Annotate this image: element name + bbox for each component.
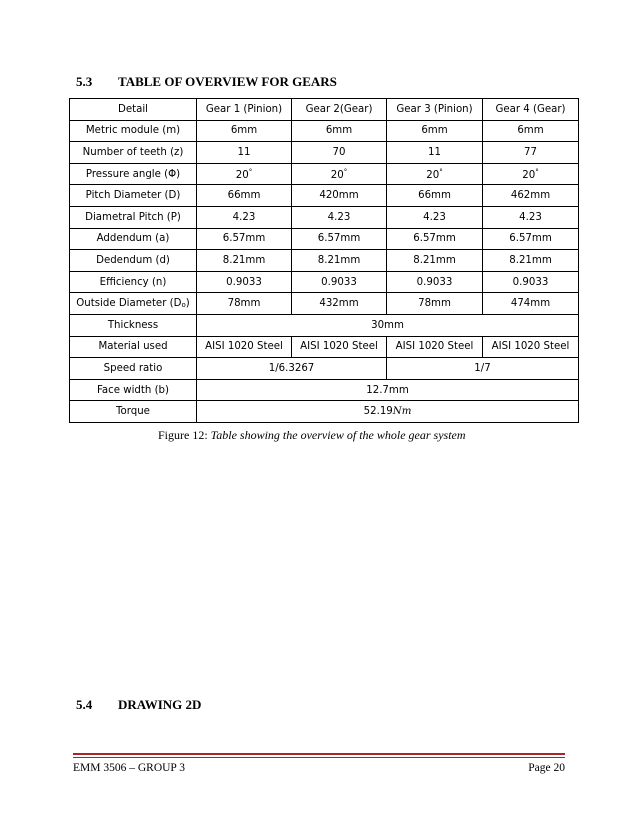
table-cell: 0.9033 [197, 271, 292, 293]
table-cell: 66mm [387, 185, 483, 207]
row-label [70, 163, 197, 185]
angle-value: 20 [235, 169, 249, 181]
row-label: Material used [70, 336, 197, 358]
table-row-torque [70, 401, 579, 423]
table-row-teeth [70, 142, 579, 164]
header-cell: Gear 2(Gear) [292, 99, 387, 121]
table-cell [483, 163, 579, 185]
table-cell: 0.9033 [292, 271, 387, 293]
section-number: 5.4 [76, 697, 93, 712]
table-cell-merged [197, 401, 579, 423]
table-row-addendum [70, 228, 579, 250]
table-row-material [70, 336, 579, 358]
table-cell: AISI 1020 Steel [387, 336, 483, 358]
table-cell: AISI 1020 Steel [292, 336, 387, 358]
section-number: 5.3 [76, 74, 93, 89]
table-cell: 0.9033 [387, 271, 483, 293]
table-cell: AISI 1020 Steel [197, 336, 292, 358]
row-label: Face width (b) [70, 379, 197, 401]
table-row-speed-ratio [70, 358, 579, 380]
table-cell: 6mm [292, 120, 387, 142]
torque-value: 52.19 [363, 406, 393, 418]
torque-unit: Nm [392, 406, 412, 418]
table-cell: 462mm [483, 185, 579, 207]
row-label: Speed ratio [70, 358, 197, 380]
table-cell: 78mm [387, 293, 483, 315]
row-label: Torque [70, 401, 197, 423]
row-label: Dedendum (d) [70, 250, 197, 272]
table-cell: 0.9033 [483, 271, 579, 293]
table-row-dedendum [70, 250, 579, 272]
section-heading-5-3 [76, 74, 337, 90]
degree-symbol: ° [248, 167, 253, 176]
table-cell: 420mm [292, 185, 387, 207]
row-label-prefix: Outside Diameter (D [76, 298, 182, 310]
table-cell: 6.57mm [292, 228, 387, 250]
table-cell: 8.21mm [292, 250, 387, 272]
caption-prefix: Figure 12: [158, 428, 211, 442]
row-label: Addendum (a) [70, 228, 197, 250]
header-cell: Detail [70, 99, 197, 121]
table-cell-merged: 12.7mm [197, 379, 579, 401]
footer-page-number: Page 20 [528, 762, 565, 774]
row-label-subscript: o [181, 301, 186, 310]
row-label: Pitch Diameter (D) [70, 185, 197, 207]
table-cell: 6mm [197, 120, 292, 142]
degree-symbol: ° [343, 167, 348, 176]
table-cell: 4.23 [483, 206, 579, 228]
table-cell: 11 [387, 142, 483, 164]
header-cell: Gear 1 (Pinion) [197, 99, 292, 121]
degree-symbol: ° [439, 167, 443, 176]
table-cell: 6.57mm [387, 228, 483, 250]
phi-symbol: Φ [168, 168, 177, 180]
footer-course-label: EMM 3506 – GROUP 3 [73, 762, 186, 774]
table-cell: AISI 1020 Steel [483, 336, 579, 358]
row-label: Diametral Pitch (P) [70, 206, 197, 228]
table-cell [292, 163, 387, 185]
row-label: Efficiency (n) [70, 271, 197, 293]
table-header-row [70, 99, 579, 121]
section-title: DRAWING 2D [118, 697, 202, 712]
section-title: TABLE OF OVERVIEW FOR GEARS [118, 74, 337, 89]
table-row-efficiency [70, 271, 579, 293]
table-cell: 11 [197, 142, 292, 164]
table-cell-merged: 1/7 [387, 358, 579, 380]
table-cell: 6mm [387, 120, 483, 142]
row-label: Thickness [70, 314, 197, 336]
table-cell: 70 [292, 142, 387, 164]
table-cell: 77 [483, 142, 579, 164]
table-cell [387, 163, 483, 185]
table-cell [197, 163, 292, 185]
angle-value: 20 [522, 169, 536, 181]
table-cell: 6.57mm [483, 228, 579, 250]
footer-divider [73, 753, 565, 755]
row-label: Metric module (m) [70, 120, 197, 142]
angle-value: 20 [426, 169, 440, 181]
footer-divider-thin [73, 757, 565, 758]
row-label: Number of teeth (z) [70, 142, 197, 164]
table-row-diametral-pitch [70, 206, 579, 228]
table-cell: 66mm [197, 185, 292, 207]
gear-overview-table [69, 98, 579, 423]
table-cell: 432mm [292, 293, 387, 315]
table-row-face-width [70, 379, 579, 401]
table-row-pitch-diameter [70, 185, 579, 207]
table-cell-merged: 30mm [197, 314, 579, 336]
table-row-metric-module [70, 120, 579, 142]
table-cell: 4.23 [387, 206, 483, 228]
table-cell: 78mm [197, 293, 292, 315]
row-label-suffix: ) [176, 168, 181, 180]
table-cell: 8.21mm [387, 250, 483, 272]
table-row-pressure-angle [70, 163, 579, 185]
section-heading-5-4 [76, 697, 201, 713]
table-cell: 4.23 [292, 206, 387, 228]
figure-caption [158, 428, 466, 443]
table-cell-merged: 1/6.3267 [197, 358, 387, 380]
angle-value: 20 [330, 169, 344, 181]
row-label-suffix: ) [185, 298, 190, 310]
table-cell: 474mm [483, 293, 579, 315]
header-cell: Gear 3 (Pinion) [387, 99, 483, 121]
row-label [70, 293, 197, 315]
table-cell: 4.23 [197, 206, 292, 228]
caption-text: Table showing the overview of the whole gear system [210, 428, 466, 442]
table-cell: 8.21mm [197, 250, 292, 272]
table-row-thickness [70, 314, 579, 336]
header-cell: Gear 4 (Gear) [483, 99, 579, 121]
table-cell: 8.21mm [483, 250, 579, 272]
table-cell: 6.57mm [197, 228, 292, 250]
degree-symbol: ° [535, 167, 539, 176]
table-row-outside-diameter [70, 293, 579, 315]
table-cell: 6mm [483, 120, 579, 142]
row-label-prefix: Pressure angle ( [85, 168, 169, 180]
